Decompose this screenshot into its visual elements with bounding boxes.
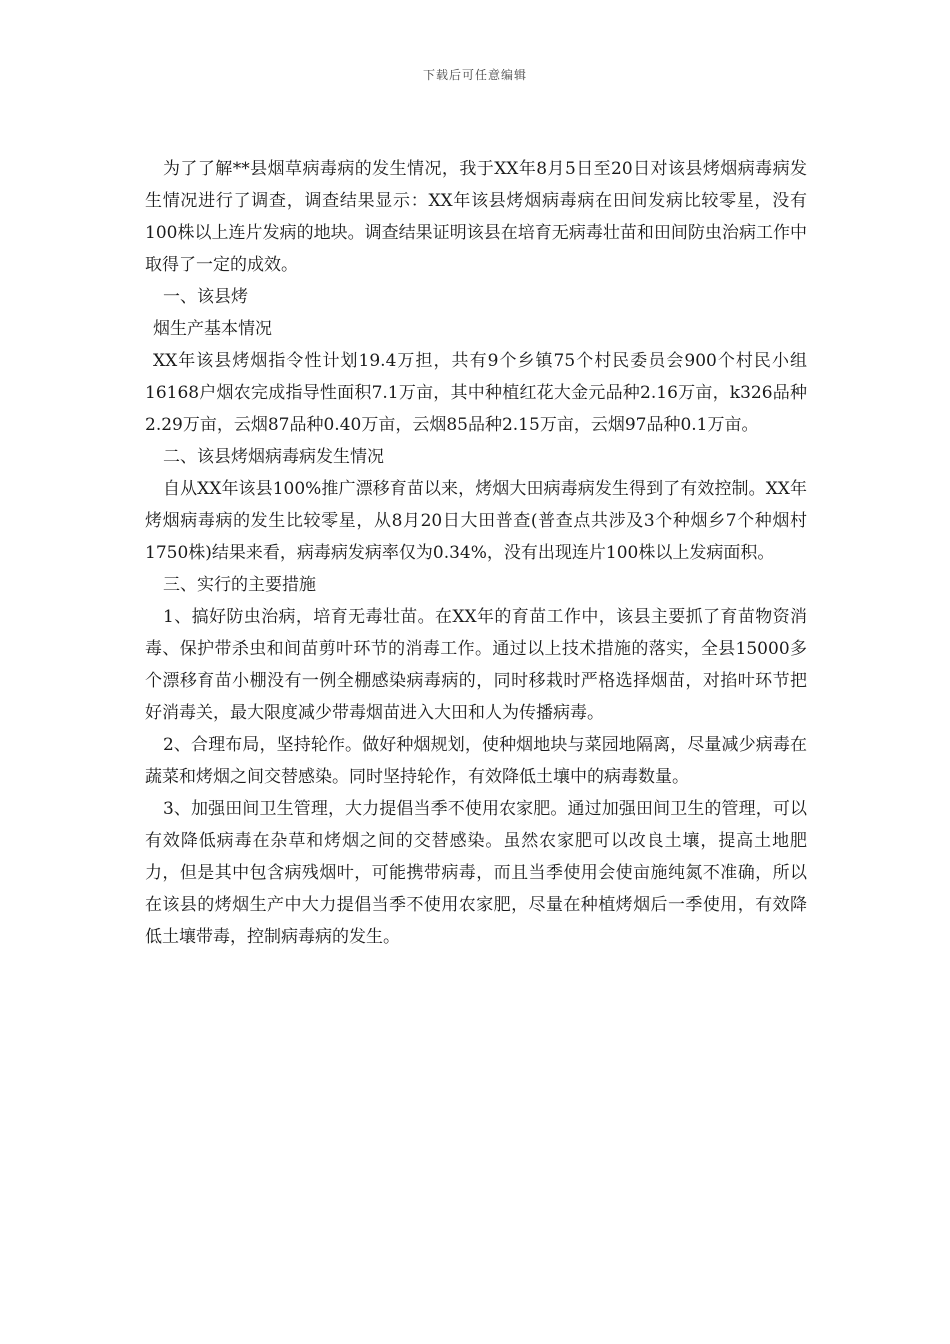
section-heading-2: 二、该县烤烟病毒病发生情况 (163, 447, 384, 467)
measure-paragraph-3: 3、加强田间卫生管理，大力提倡当季不使用农家肥。通过加强田间卫生的管理，可以有效降低病毒在杂草和烤烟之间的交替感染。虽然农家肥可以改良土壤，提高土地肥力，但是其中包含病残烟叶，可能携带病毒，而且当季使用会使亩施纯氮不准确，所以在该县的烤烟生产中大力提倡当季不使用农家肥，尽量在种植烤烟后一季使用，有效降低土壤带毒，控制病毒病的发生。 (145, 799, 807, 947)
section-heading-1: 一、该县烤 (163, 287, 248, 307)
measure-paragraph-2: 2、合理布局，坚持轮作。做好种烟规划，使种烟地块与菜园地隔离，尽量减少病毒在蔬菜和烤烟之间交替感染。同时坚持轮作，有效降低土壤中的病毒数量。 (145, 735, 807, 787)
section-heading-3: 三、实行的主要措施 (163, 575, 316, 595)
header-note: 下载后可任意编辑 (422, 68, 527, 82)
document-body (145, 153, 807, 953)
production-paragraph: XX年该县烤烟指令性计划19.4万担，共有9个乡镇75个村民委员会900个村民小组16168户烟农完成指导性面积7.1万亩，其中种植红花大金元品种2.16万亩，k326品种2.29万亩，云烟87品种0.40万亩，云烟85品种2.15万亩，云烟97品种0.1万亩。 (145, 351, 807, 435)
occurrence-paragraph: 自从XX年该县100%推广漂移育苗以来，烤烟大田病毒病发生得到了有效控制。XX年烤烟病毒病的发生比较零星，从8月20日大田普查(普查点共涉及3个种烟乡7个种烟村1750株)结果来看，病毒病发病率仅为0.34%，没有出现连片100株以上发病面积。 (145, 479, 807, 563)
intro-paragraph: 为了了解**县烟草病毒病的发生情况，我于XX年8月5日至20日对该县烤烟病毒病发生情况进行了调查，调查结果显示：XX年该县烤烟病毒病在田间发病比较零星，没有100株以上连片发病的地块。调查结果证明该县在培育无病毒壮苗和田间防虫治病工作中取得了一定的成效。 (145, 159, 807, 275)
section-heading-1-cont: 烟生产基本情况 (153, 319, 272, 339)
measure-paragraph-1: 1、搞好防虫治病，培育无毒壮苗。在XX年的育苗工作中，该县主要抓了育苗物资消毒、保护带杀虫和间苗剪叶环节的消毒工作。通过以上技术措施的落实，全县15000多个漂移育苗小棚没有一例全棚感染病毒病的，同时移栽时严格选择烟苗，对掐叶环节把好消毒关，最大限度减少带毒烟苗进入大田和人为传播病毒。 (145, 607, 807, 723)
